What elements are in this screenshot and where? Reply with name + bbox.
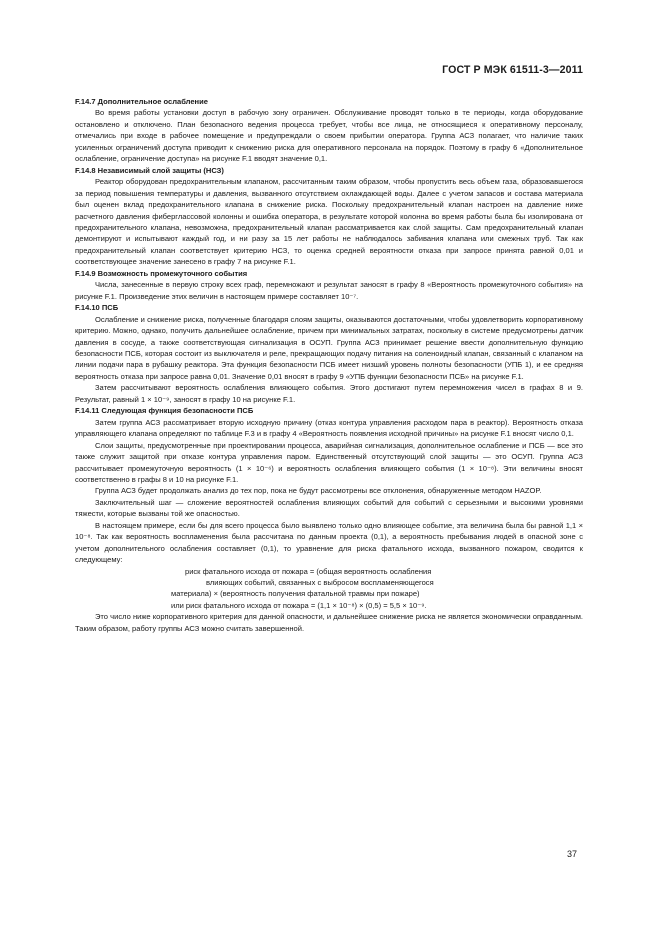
- paragraph: Во время работы установки доступ в рабочую зону ограничен. Обслуживание проводят только в те периоды, когда оборудование остановлено и отключено. План безопасного ведения процесса требует, чтобы все лица, не относящиеся к оперативному персоналу, отмечались при входе в рабочее помещение и предупреждали о своем прибытии оператора. Группа АСЗ полагает, что наличие таких усиленных ограничений доступа приводит к снижению риска для оперативного персонала на порядок. Поэтому в графу 6 «Дополнительное ослабление, ограничение доступа» на рисунке F.1 вводят значение 0,1.: [75, 108, 583, 164]
- document-header: ГОСТ Р МЭК 61511-3—2011: [442, 64, 583, 76]
- paragraph: Ослабление и снижение риска, полученные благодаря слоям защиты, оказываются достаточными, чтобы удовлетворить корпоративному критерию. Можно, однако, получить дальнейшее ослабление, причем при минимальных затратах, поскольку в системе предусмотрены датчик давления в сосуде, а также соответствующая сигнализация в ОСУП. Группа АСЗ принимает решение ввести дополнительную функцию безопасности ПСБ, которая состоит из выключателя и реле, прекращающих подачу питания на соленоидный клапан, связанный с клапаном на линии подачи пара в рубашку реактора. Эта функция безопасности ПСБ имеет низший уровень полноты безопасности (УПБ 1), и ее средняя вероятность отказа при запросе равна 0,01. Значение 0,01 вносят в графу 9 «УПБ функции безопасности ПСБ» на рисунке F.1.: [75, 314, 583, 381]
- paragraph: Слои защиты, предусмотренные при проектировании процесса, аварийная сигнализация, дополнительное ослабление и ПСБ — все это также служит защитой при отказе контура управления паром. Единственный отсутствующий слой защиты — это ОСУП. Группа АСЗ рассчитывает промежуточную вероятность (1 × 10⁻⁶) и вероятность ослабления влияющего события (1 × 10⁻⁸). Эти величины вносят соответственно в графы 8 и 10 на рисунке F.1.: [75, 440, 583, 484]
- formula-line: материала) × (вероятность получения фатальной травмы при пожаре): [171, 589, 420, 599]
- paragraph: В настоящем примере, если бы для всего процесса было выявлено только одно влияющее событие, эта величина была бы равной 1,1 × 10⁻⁸. Так как вероятность воспламенения была рассчитана по данным проекта (0,1), а вероятность пребывания людей в опасной зоне с учетом дополнительного ослабления составляет (0,1), то уравнение для риска фатального исхода, вызванного пожаром, сводится к следующему:: [75, 520, 583, 565]
- section-heading: F.14.11 Следующая функция безопасности ПСБ: [75, 406, 254, 416]
- closing-paragraph: Это число ниже корпоративного критерия для данной опасности, и дальнейшее снижение риска не является экономически оправданным. Таким образом, работу группы АСЗ можно считать завершенной.: [75, 612, 583, 633]
- paragraph: Затем группа АСЗ рассматривает вторую исходную причину (отказ контура управления расходом пара в реактор). Вероятность отказа управляющего клапана определяют по таблице F.3 и в графу 4 «Вероятность появления исходной причины» на рисунке F.1 вносят число 0,1.: [75, 417, 583, 439]
- paragraph: Реактор оборудован предохранительным клапаном, рассчитанным таким образом, чтобы пропустить весь объем газа, образовавшегося за период повышения температуры и давления, вызванного отсутствием охлаждающей воды. Далее с учетом запасов и состава материала был оценен вклад предохранительного клапана в снижение риска. Поскольку предохранительный клапан настроен на давление ниже расчетного давления фибергласcовой колонны и ошибка оператора, в результате которой колонна во время работы была бы изолирована от предохранительного клапана, невозможна, предохранительный клапан рассматривается как слой защиты. Сам предохранительный клапан демонтируют и испытывают каждый год, и ни разу за 15 лет работы не наблюдалось забивания клапана или смежных труб. Так как предохранительный клапан соответствует критерию НСЗ, то оценка средней вероятности отказа при запросе принята равной 0,01 и соответствующее значение занесено в графу 7 на рисунке F.1.: [75, 177, 583, 267]
- formula-line: или риск фатального исхода от пожара = (1,1 × 10⁻⁸) × (0,5) = 5,5 × 10⁻⁹.: [171, 600, 427, 610]
- formula-line: риск фатального исхода от пожара = (общая вероятность ослабления: [185, 566, 432, 576]
- paragraph: Числа, занесенные в первую строку всех граф, перемножают и результат заносят в графу 8 «Вероятность промежуточного события» на рисунке F.1. Произведение этих величин в настоящем примере составляет 10⁻⁷.: [75, 280, 583, 301]
- section-heading: F.14.7 Дополнительное ослабление: [75, 97, 208, 106]
- section-heading: F.14.9 Возможность промежуточного события: [75, 268, 248, 278]
- paragraph: Затем рассчитывают вероятность ослабления влияющего события. Этого достигают путем перемножения чисел в графах 8 и 9. Результат, равный 1 × 10⁻⁹, заносят в графу 10 на рисунке F.1.: [75, 383, 583, 404]
- formula-line: влияющих событий, связанных с выбросом воспламеняющегося: [206, 578, 434, 588]
- paragraph: Заключительный шаг — сложение вероятностей ослабления влияющих событий для событий с серьезными и высокими уровнями тяжести, которые вызваны той же опасностью.: [75, 497, 583, 519]
- paragraph: Группа АСЗ будет продолжать анализ до тех пор, пока не будут рассмотрены все отклонения, обнаруженные методом HAZOP.: [95, 486, 542, 496]
- page-number: 37: [566, 849, 577, 859]
- risk-formula: [75, 566, 583, 612]
- section-heading: F.14.8 Независимый слой защиты (НСЗ): [75, 165, 224, 175]
- section-heading: F.14.10 ПСБ: [75, 303, 119, 313]
- document-body: [75, 96, 583, 634]
